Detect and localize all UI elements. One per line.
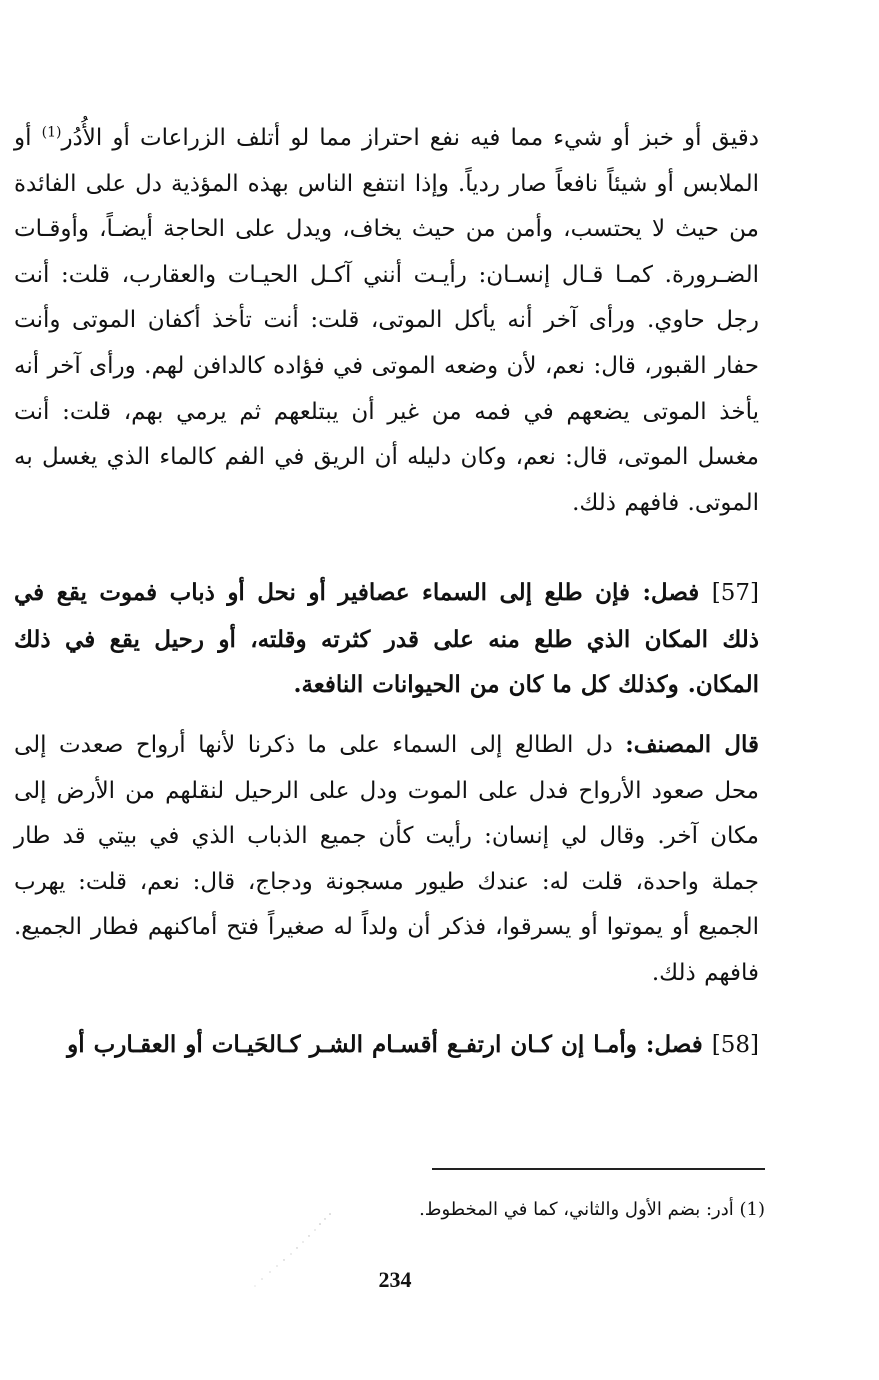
- paragraph-opening-continuation: أو الملابس أو شيئاً نافعاً صار ردياً. وإذا انتفع الناس بهذه المؤذية دل على الفائدة من حيث لا يحتسب، وأمن من حيث يخاف، ويدل على الحاجة أيضـاً، وأوقـات الضـرورة. كمـا قـال إنسـان: رأيـت أنني آكـل الحيـات والعقارب، قلت: أنت رجل حاوي. ورأى آخر أنه يأكل الموتى، قلت: أنت تأخذ أكفان الموتى وأنت حفار القبور، قال: نعم، لأن وضعه الموتى في فؤاده كالدافن لهم. ورأى آخر أنه يأخذ الموتى يضعهم في فمه من غير أن يبتلعهم ثم يرمي بهم، قلت: أنت مغسل الموتى، قال: نعم، وكان دليله أن الريق في الفم كالماء الذي يغسل به الموتى. فافهم ذلك.: [14, 125, 759, 516]
- author-commentary-label: قال المصنف:: [625, 731, 759, 758]
- section-58: [0, 1022, 759, 1069]
- section-57-text: فإن طلع إلى السماء عصافير أو نحل أو ذباب فموت يقع في ذلك المكان الذي طلع منه على قدر كثرته وقلته، أو رحيل يقع في ذلك المكان. وكذلك كل ما كان من الحيوانات النافعة.: [14, 579, 759, 699]
- paragraph-opening-text: دقيق أو خبز أو شيء مما فيه نفع احتراز مما لو أتلف الزراعات أو الأُدُر: [61, 125, 759, 151]
- footnote: [419, 1196, 765, 1224]
- author-commentary-text: دل الطالع إلى السماء على ما ذكرنا لأنها أرواح صعدت إلى محل صعود الأرواح فدل على الموت ودل على الرحيل لنقلهم من الأرض إلى مكان آخر. وقال لي إنسان: رأيت كأن جميع الذباب الذي في بيتي قد طار جملة واحدة، قلت له: عندك طيور مسجونة ودجاج، قال: نعم، قلت: يهرب الجميع أو يموتوا أو يسرقوا، فذكر أن ولداً له صغيراً فتح أماكنهم فطار الجميع. فافهم ذلك.: [14, 732, 759, 986]
- section-57-number: [57]: [711, 580, 759, 606]
- page-number: 234: [378, 1267, 412, 1292]
- section-58-text: وأمـا إن كـان ارتفـع أقسـام الشـر كـالحَيـات أو العقـارب أو: [67, 1031, 637, 1058]
- footnote-separator: [432, 1168, 765, 1170]
- footnote-number: (1): [739, 1199, 765, 1220]
- author-commentary: [14, 722, 759, 997]
- section-58-number: [58]: [711, 1032, 759, 1058]
- paragraph-opening: [14, 116, 759, 526]
- footnote-text: أدر: بضم الأول والثاني، كما في المخطوط.: [419, 1199, 734, 1220]
- footnote-reference: (1): [41, 124, 62, 141]
- section-57: [14, 570, 759, 708]
- section-58-label: فصل:: [645, 1031, 703, 1058]
- section-57-label: فصل:: [642, 579, 700, 606]
